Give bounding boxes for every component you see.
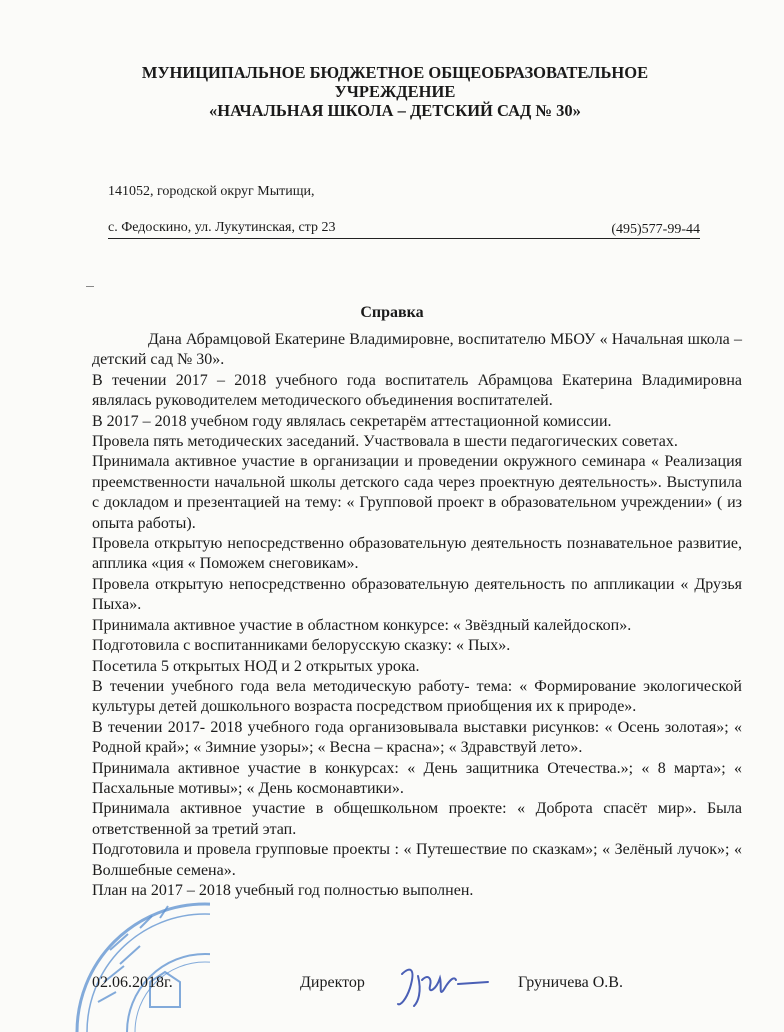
paragraph: В 2017 – 2018 учебном году являлась секретарём аттестационной комиссии. [92,412,612,430]
address-phone: (495)577-99-44 [611,222,700,237]
address-line-2 [108,218,700,239]
document-title: Справка [360,304,424,321]
paragraph: Подготовила и провела групповые проекты : « Путешествие по сказкам»; « Зелёный лучок»; « Волшебные семена». [92,841,742,879]
signer-name: Груничева О.В. [518,974,623,991]
signer-role: Директор [300,974,365,991]
document-body [92,330,742,901]
paragraph: Провела открытую непосредственно образовательную деятельность познавательное развитие, апплика «ция « Поможем снеговикам». [92,535,742,573]
paragraph: Принимала активное участие в организации и проведении окружного семинара « Реализация преемственности начальной школы детского сада через проектную деятельность». Выступила с докладом и презентацией на тему: « Групповой проект в образовательном учреждении» ( из опыта работы). [92,453,742,532]
address-street: с. Федоскино, ул. Лукутинская, стр 23 [108,220,336,235]
paragraph: Дана Абрамцовой Екатерине Владимировне, воспитателю МБОУ « Начальная школа – детский сад № 30». [92,331,742,369]
signature-icon [392,956,512,1012]
paragraph: В течении учебного года вела методическую работу- тема: « Формирование экологической культуры детей дошкольного возраста посредством приобщения их к природе». [92,677,742,716]
margin-mark [86,286,94,287]
paragraph: В течении 2017- 2018 учебного года организовывала выставки рисунков: « Осень золотая»; « Родной край»; « Зимние узоры»; « Весна – красна»; « Здравствуй лето». [92,718,742,757]
paragraph: План на 2017 – 2018 учебный год полностью выполнен. [92,881,474,899]
organization-header [140,63,650,120]
header-line-2: УЧРЕЖДЕНИЕ [334,82,456,101]
header-line-1: МУНИЦИПАЛЬНОЕ БЮДЖЕТНОЕ ОБЩЕОБРАЗОВАТЕЛЬНОЕ [141,63,649,82]
paragraph: Посетила 5 открытых НОД и 2 открытых урока. [92,657,420,675]
paragraph: Провела открытую непосредственно образовательную деятельность по аппликации « Друзья Пыха». [92,575,742,614]
signature-block [92,972,742,1012]
paragraph: Принимала активное участие в областном конкурсе: « Звёздный калейдоскоп». [92,616,632,634]
paragraph: Принимала активное участие в конкурсах: « День защитника Отечества.»; « 8 марта»; « Пасхальные мотивы»; « День космонавтики». [92,759,742,797]
paragraph: Подготовила с воспитанниками белорусскую сказку: « Пых». [92,637,511,655]
paragraph: Принимала активное участие в общешкольном проекте: « Доброта спасёт мир». Была ответственной за третий этап. [92,800,742,838]
address-line-1: 141052, городской округ Мытищи, [108,184,315,199]
paragraph: В течении 2017 – 2018 учебного года воспитатель Абрамцова Екатерина Владимировна являлась руководителем методического объединения воспитателей. [92,371,742,410]
header-line-3: «НАЧАЛЬНАЯ ШКОЛА – ДЕТСКИЙ САД № 30» [209,101,581,120]
document-date: 02.06.2018г. [92,974,173,991]
paragraph: Провела пять методических заседаний. Участвовала в шести педагогических советах. [92,433,678,451]
